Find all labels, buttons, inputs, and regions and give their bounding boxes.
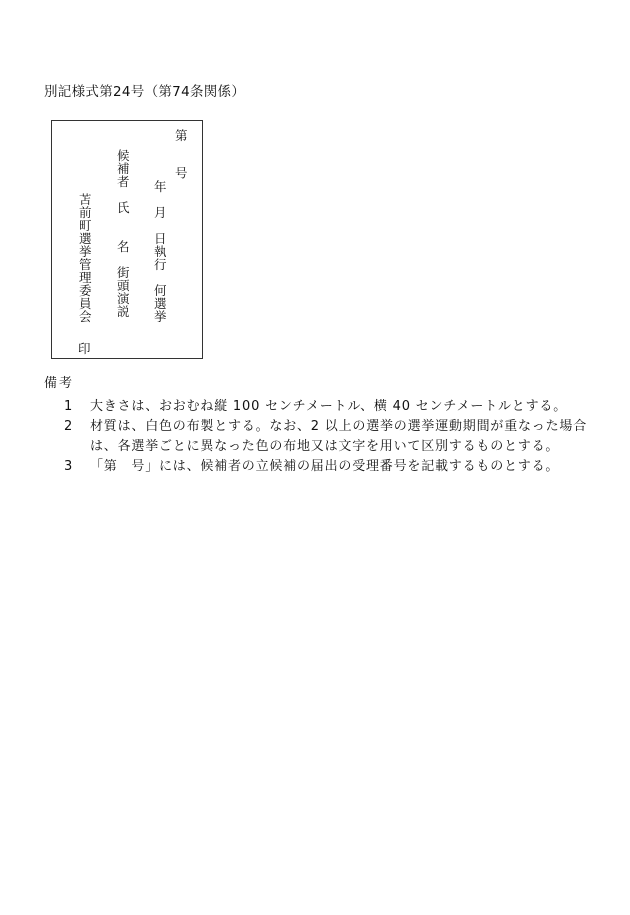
remark-text: 「第 号」には、候補者の立候補の届出の受理番号を記載するものとする。: [90, 459, 560, 474]
remark-number: 3: [64, 459, 74, 474]
form-number-column: [172, 129, 188, 179]
remark-text: 大きさは、おおむね縦 100 センチメートル、横 40 センチメートルとする。: [90, 399, 568, 414]
remarks-heading: 備考: [44, 376, 75, 391]
remarks-section: [44, 372, 594, 477]
form-candidate-text: 候補者 氏 名 街頭演説: [115, 149, 131, 318]
form-candidate-column: [114, 149, 130, 318]
form-number-text: 第 号: [173, 129, 189, 179]
form-seal-mark: 印: [78, 341, 91, 356]
form-date-text: 年 月 日執行 何選挙: [152, 180, 168, 323]
form-committee-column: [76, 193, 92, 323]
form-date-column: [151, 180, 167, 323]
banner-form-box: [51, 120, 203, 359]
form-title: 別記様式第24号（第74条関係）: [44, 84, 246, 100]
remark-number: 1: [64, 399, 74, 414]
remark-item: [44, 457, 594, 477]
remark-text: 材質は、白色の布製とする。なお、2 以上の選挙の選挙運動期間が重なった場合は、各選挙ごとに異なった色の布地又は文字を用いて区別するものとする。: [90, 419, 588, 454]
form-committee-text: 苫前町選挙管理委員会: [77, 193, 93, 323]
remark-item: [44, 397, 594, 417]
remark-number: 2: [64, 419, 74, 434]
remark-item: [44, 417, 594, 457]
